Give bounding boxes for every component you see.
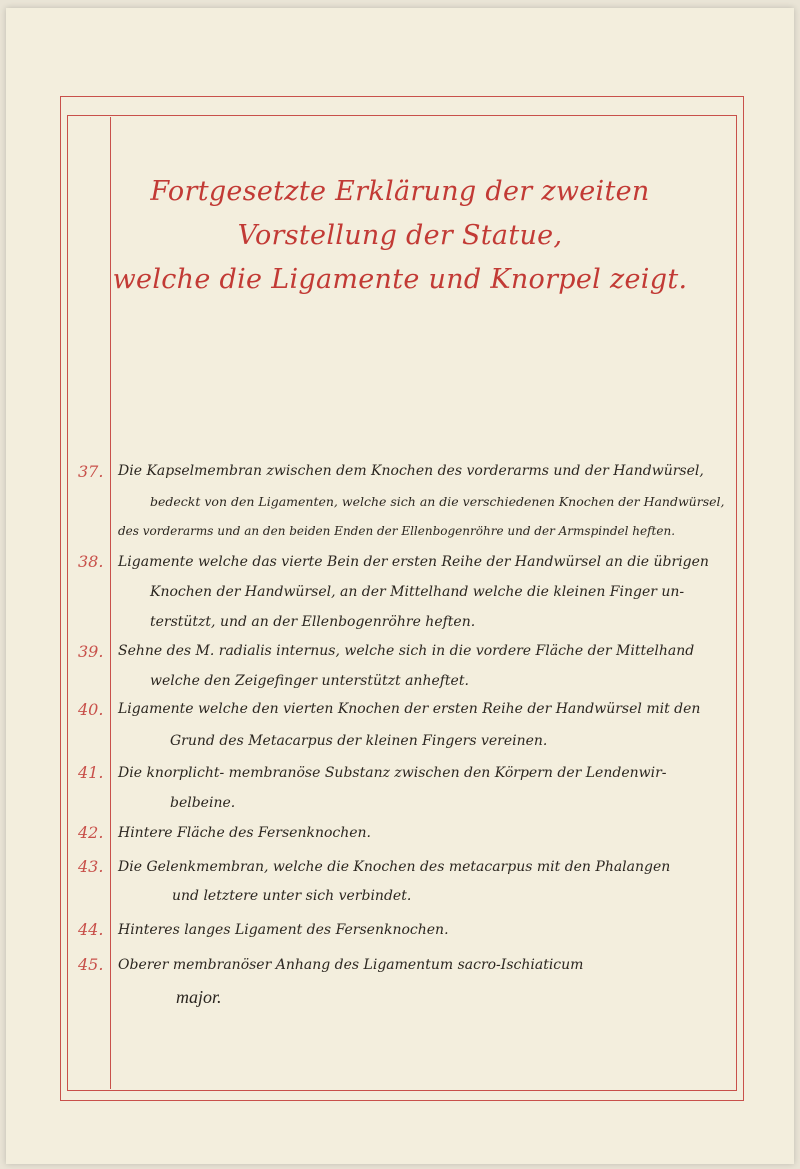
entry-number: 44. — [78, 920, 104, 939]
entry-text-line: Die knorplicht- membranöse Substanz zwischen den Körpern der Lendenwir- — [118, 765, 667, 781]
entry-text-line: belbeine. — [170, 795, 236, 811]
title-line-2: welche die Ligamente und Knorpel zeigt. — [112, 264, 688, 295]
entry-number: 38. — [78, 552, 104, 571]
entry-number: 41. — [78, 763, 104, 782]
entry-number: 45. — [78, 955, 104, 974]
entry-text-line: Die Gelenkmembran, welche die Knochen des metacarpus mit den Phalangen — [118, 859, 671, 875]
entry-text-line: major. — [176, 987, 222, 1007]
entry-text-line: Die Kapselmembran zwischen dem Knochen des vorderarms und der Handwürsel, — [118, 463, 704, 479]
entry-number: 39. — [78, 642, 104, 661]
entry-number: 40. — [78, 700, 104, 719]
entry-text-line: Hintere Fläche des Fersenknochen. — [118, 825, 372, 841]
entry-text-line: Knochen der Handwürsel, an der Mittelhand welche die kleinen Finger un- — [150, 584, 685, 600]
title-line-1: Fortgesetzte Erklärung der zweiten Vorstellung der Statue, — [150, 176, 650, 251]
entry-text-line: des vorderarms und an den beiden Enden der Ellenbogenröhre und der Armspindel heften. — [118, 524, 676, 538]
entry-text-line: terstützt, und an der Ellenbogenröhre heften. — [150, 614, 476, 630]
entry-text-line: Sehne des M. radialis internus, welche sich in die vordere Fläche der Mittelhand — [118, 643, 695, 659]
entry-text-line: Oberer membranöser Anhang des Ligamentum sacro-Ischiaticum — [118, 957, 584, 973]
entry-number: 42. — [78, 823, 104, 842]
entry-text-line: welche den Zeigefinger unterstützt anheftet. — [150, 673, 469, 689]
entry-text-line: bedeckt von den Ligamenten, welche sich an die verschiedenen Knochen der Handwürsel, — [150, 494, 725, 509]
entry-number: 37. — [78, 462, 104, 481]
entry-text-line: und letztere unter sich verbindet. — [172, 888, 412, 904]
entry-text-line: Ligamente welche das vierte Bein der ersten Reihe der Handwürsel an die übrigen — [118, 554, 709, 570]
entry-number: 43. — [78, 857, 104, 876]
page-title — [110, 170, 690, 302]
entry-text-line: Hinteres langes Ligament des Fersenknochen. — [118, 922, 449, 938]
entry-text-line: Grund des Metacarpus der kleinen Fingers vereinen. — [170, 733, 548, 749]
entry-text-line: Ligamente welche den vierten Knochen der ersten Reihe der Handwürsel mit den — [118, 701, 701, 717]
